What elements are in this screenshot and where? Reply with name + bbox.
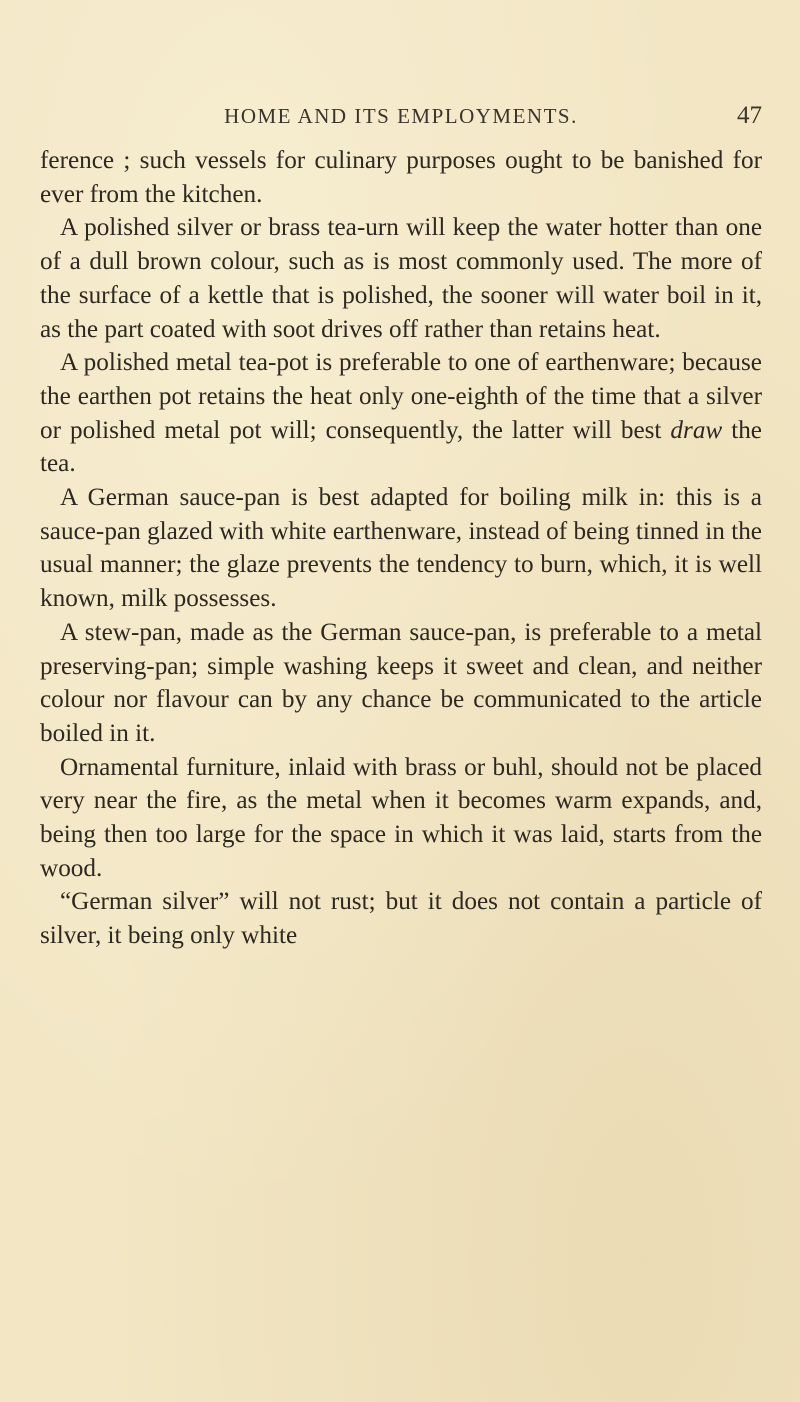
paragraph-german-sauce-pan: A German sauce-pan is best adapted for boiling milk in: this is a sauce-pan glazed with white earthenware, instead of being tinned in the usual manner; the glaze prevents the tendency to burn, which, it is well known, milk possesses.	[40, 484, 762, 613]
page-number: 47	[737, 102, 762, 129]
paragraph-continuation: ference ; such vessels for culinary purposes ought to be banished for ever from the kitchen.	[40, 147, 762, 208]
tea-pot-text-after: the tea.	[40, 416, 762, 478]
running-title: HOME AND ITS EMPLOYMENTS.	[224, 104, 578, 128]
tea-pot-text-before: A polished metal tea-pot is preferable to one of earthenware; because the earthen pot retains the heat only one-eighth of the time that a silver or polished metal pot will; consequently, the latter will best	[40, 349, 762, 444]
paragraph-ornamental-furniture: Ornamental furniture, inlaid with brass or buhl, should not be placed very near the fire, as the metal when it becomes warm expands, and, being then too large for the space in which it was laid, starts from the wood.	[40, 753, 762, 882]
emphasis-draw: draw	[670, 416, 723, 444]
running-head	[40, 104, 762, 136]
paragraph-german-silver: “German silver” will not rust; but it does not contain a particle of silver, it being only white	[40, 888, 762, 950]
paragraph-tea-urn: A polished silver or brass tea-urn will keep the water hotter than one of a dull brown colour, such as is most commonly used. The more of the surface of a kettle that is polished, the sooner will water boil in it, as the part coated with soot drives off rather than retains heat.	[40, 214, 762, 343]
body-text	[40, 144, 762, 953]
paragraph-stew-pan: A stew-pan, made as the German sauce-pan, is preferable to a metal preserving-pan; simple washing keeps it sweet and clean, and neither colour nor flavour can by any chance be communicated to the article boiled in it.	[40, 618, 762, 747]
paragraph-tea-pot	[40, 346, 762, 481]
